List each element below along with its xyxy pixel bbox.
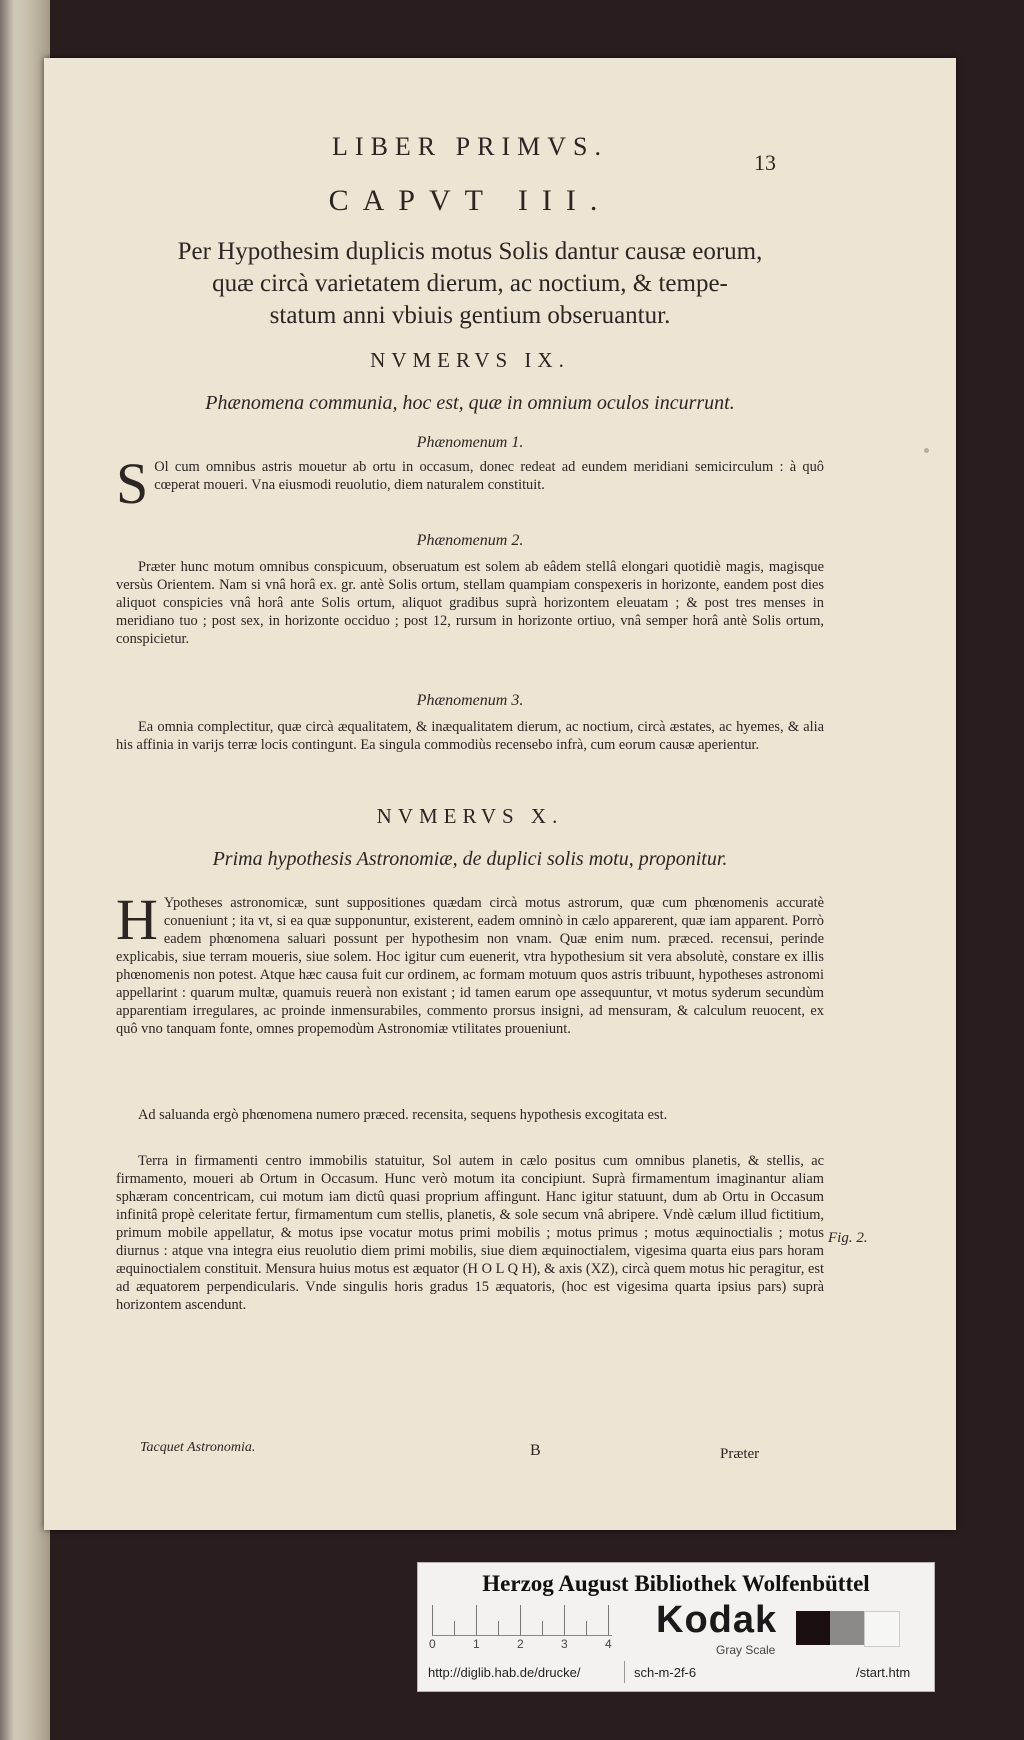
- ruler-tick: [498, 1621, 499, 1635]
- chapter-title-line: quæ circà varietatem dierum, ac noctium, & tempe-: [212, 270, 728, 297]
- phenomenon-text: [116, 451, 824, 516]
- kodak-logo: Kodak: [656, 1599, 778, 1641]
- running-head: LIBER PRIMVS.: [332, 132, 608, 161]
- gray-patch-white: [864, 1611, 900, 1647]
- ruler-tick: [542, 1621, 543, 1635]
- ruler-tick: [564, 1605, 565, 1635]
- section-number: NVMERVS X.: [376, 804, 564, 828]
- chapter-heading: CAPVT III.: [328, 184, 612, 217]
- section-number: NVMERVS IX.: [370, 348, 570, 372]
- ruler-number: 4: [605, 1637, 612, 1651]
- ruler-tick: [454, 1621, 455, 1635]
- ruler-number: 3: [561, 1637, 568, 1651]
- catchword: Præter: [720, 1446, 760, 1462]
- source-url: http://diglib.hab.de/drucke/: [428, 1665, 581, 1680]
- book-page: [44, 58, 956, 1530]
- phenomenon-text: Ea omnia complectitur, quæ circà æqualitatem, & inæqualitatem dierum, ac noctium, circà æstates, ac hyemes, & alia his affinia in varijs terræ locis contingunt. Ea singula commodiùs recensebo infrà, cum eorum causæ aperientur.: [116, 719, 824, 753]
- chapter-title-line: statum anni vbiuis gentium obseruantur.: [269, 302, 671, 329]
- ruler-tick: [476, 1605, 477, 1635]
- section-subtitle: Phænomena communia, hoc est, quæ in omnium oculos incurrunt.: [205, 392, 735, 414]
- url-suffix: /start.htm: [856, 1665, 911, 1680]
- phenomenon-heading: Phænomenum 2.: [416, 532, 524, 549]
- signature-mark: B: [530, 1442, 541, 1459]
- paper-stain: [924, 448, 929, 453]
- drop-cap: H: [116, 887, 158, 952]
- ruler-numbers: [429, 1637, 632, 1653]
- page-number: 13: [754, 150, 776, 175]
- ruler-tick: [520, 1605, 521, 1635]
- chapter-title: [116, 236, 824, 332]
- chapter-title-line: Per Hypothesim duplicis motus Solis dantur causæ eorum,: [177, 238, 763, 265]
- library-name: Herzog August Bibliothek Wolfenbüttel: [482, 1571, 870, 1596]
- phenomenon-heading: Phænomenum 1.: [416, 434, 524, 451]
- left-page-shadow: [0, 0, 14, 1740]
- ruler-tick: [586, 1621, 587, 1635]
- ruler-scale: [432, 1605, 612, 1636]
- ruler-tick: [432, 1605, 433, 1635]
- gray-patch-black: [796, 1611, 830, 1645]
- section-subtitle: Prima hypothesis Astronomiæ, de duplici solis motu, proponitur.: [212, 848, 728, 870]
- phenomenon-heading: Phænomenum 3.: [416, 692, 524, 709]
- paragraph-body: Ol cum omnibus astris mouetur ab ortu in occasum, donec redeat ad eundem meridiani semicirculum : à quô cœperat moueri. Vna eiusmodi reuolutio, diem naturalem constituit.: [154, 459, 824, 493]
- url-divider: [624, 1661, 625, 1683]
- shelfmark: sch-m-2f-6: [634, 1665, 697, 1680]
- figure-reference: Fig. 2.: [828, 1230, 868, 1246]
- ruler-number: 1: [473, 1637, 480, 1651]
- paragraph-body: Ypotheses astronomicæ, sunt suppositiones quædam circà motus astrorum, quæ cum phœnomenis accuratè conueniunt ; ita vt, si ea quæ supponuntur, existerent, eadem omninò in cælo apparerent, quæ iam apparent. Porrò eadem phœnomena saluari possunt per hypothesim non vnam. Quæ enim num. præced. recensui, perinde explicabis, siue terram moueris, siue solem. Hoc igitur cum euenerit, vtra hypothesium sit vera absolutè, constare ex illis phœnomenis non potest. Atque hæc causa fuit cur ordinem, ac formam motuum quos astris tribuunt, hypotheses astronomi appellarint : quarum multæ, quamuis reuerà non existant ; id tamen earum ope assequuntur, vt motus syderum secundùm apparentiam irregulares, ac proinde inmensurabiles, commento prorsus insigni, ad mensuram, & calculum reuocent, ex quô vno tanquam fonte, omnes propemodùm Astronomiæ vtilitates proueniunt.: [116, 895, 824, 1037]
- library-color-strip: [417, 1562, 935, 1692]
- drop-cap: S: [116, 451, 149, 516]
- body-paragraph: Ad saluanda ergò phœnomena numero præced. recensita, sequens hypothesis excogitata est.: [138, 1107, 668, 1123]
- ruler-number: 2: [517, 1637, 524, 1651]
- ruler-number: 0: [429, 1637, 436, 1651]
- body-paragraph: [116, 887, 824, 1038]
- phenomenon-text: Præter hunc motum omnibus conspicuum, obseruatum est solem ab eâdem stellâ elongari quotidiè magis, magisque versùs Orientem. Nam si vnâ horâ ex. gr. antè Solis ortum, stellam quampiam conspexeris in horizonte, eandem post dies aliquot conspicies vnâ horâ ante Solis ortum, aliquot gradibus suprà horizontem eleuatam ; & post tres menses in meridiano tuo ; post sex, in horizonte occiduo ; post 12, rursum in horizonte ortiuo, vnâ semper horâ antè Solis ortum, conspicietur.: [116, 559, 824, 647]
- gray-scale-label: Gray Scale: [716, 1643, 776, 1657]
- ruler-tick: [608, 1605, 609, 1635]
- body-paragraph: Terra in firmamenti centro immobilis statuitur, Sol autem in cælo positus cum omnibus planetis, & stellis, ac firmamento, moueri ab Ortum in Occasum. Hunc verò motum ita concipiunt. Suprà firmamentum imaginantur aliam sphæram concentricam, cui motum iam dictû quasi proprium affingunt. Hanc igitur statuunt, dum ab Ortu in Occasum infinitâ propè celeritate fertur, firmamentum cum stellis, planetis, & sole secum vnâ abripere. Vndè cælum illud fictitium, primum mobile appellatur, & motus ipse vocatur motus primi mobilis ; motus primus ; motus æquinoctialis ; motus diurnus : atque vna integra eius reuolutio diem primi mobilis, siue diem æquinoctialem, vigesima quarta eius pars horam æquinoctialem constituit. Mensura huius motus est æquator (H O L Q H), & axis (XZ), circà quem motus hic peragitur, est ad æquatorem perpendicularis. Vnde singulis horis gradus 15 æquatoris, (hoc est vigesima quarta ipsius pars) suprà horizontem ascendunt.: [116, 1153, 824, 1313]
- footer-title: Tacquet Astronomia.: [140, 1440, 256, 1455]
- gray-patch-mid: [830, 1611, 864, 1645]
